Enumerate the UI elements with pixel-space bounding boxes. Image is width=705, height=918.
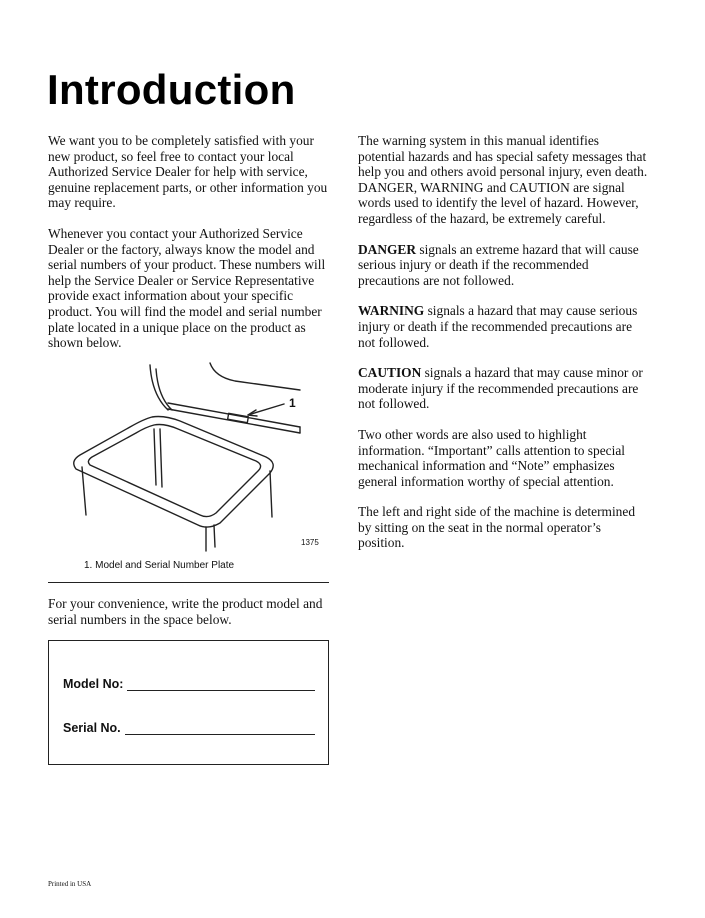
warning-term: WARNING	[358, 303, 425, 319]
warning-paragraph	[358, 303, 648, 350]
sides-paragraph: The left and right side of the machine is determined by sitting on the seat in the normal operator’s position.	[358, 504, 636, 551]
danger-text: signals an extreme hazard that will cause serious injury or death if the recommended precautions are not followed.	[358, 241, 639, 288]
intro-paragraph: We want you to be completely satisfied with your new product, so feel free to contact your local Authorized Service Dealer for help with service, genuine replacement parts, or other information you may require.	[48, 133, 328, 211]
printed-in-footer: Printed in USA	[48, 880, 92, 888]
serial-number-field[interactable]	[125, 722, 315, 735]
model-number-field[interactable]	[127, 678, 315, 691]
serial-number-row	[63, 721, 315, 735]
other-words-paragraph: Two other words are also used to highlight information. “Important” calls attention to special mechanical information and “Note” emphasizes general information worthy of special attention.	[358, 426, 625, 489]
danger-paragraph	[358, 242, 648, 289]
convenience-text: For your convenience, write the product model and serial numbers in the space below.	[48, 596, 323, 627]
danger-term: DANGER	[358, 241, 417, 257]
model-number-row	[63, 677, 315, 691]
caution-paragraph	[358, 365, 648, 412]
serial-number-label: Serial No.	[63, 721, 121, 735]
model-number-label: Model No:	[63, 677, 124, 691]
page-title: Introduction	[47, 66, 296, 113]
figure-caption: 1. Model and Serial Number Plate	[84, 560, 235, 571]
model-serial-form	[48, 640, 329, 765]
figure-number: 1375	[301, 538, 319, 547]
divider	[48, 582, 329, 583]
caution-term: CAUTION	[358, 365, 422, 381]
serial-info-paragraph: Whenever you contact your Authorized Service Dealer or the factory, always know the model and serial numbers of your product. These numbers will help the Service Dealer or Service Representative provide exact information about your specific product. You will find the model and serial number plate located in a unique place on the product as shown below.	[48, 225, 326, 351]
figure-callout: 1	[289, 396, 296, 410]
serial-plate-illustration	[60, 355, 330, 555]
right-column	[358, 133, 648, 566]
left-column	[48, 133, 333, 366]
warning-text: signals a hazard that may cause serious injury or death if the recommended precautions are not followed.	[358, 303, 638, 350]
warning-system-paragraph: The warning system in this manual identifies potential hazards and has special safety messages that help you and others avoid personal injury, even death. DANGER, WARNING and CAUTION are signal words used to identify the level of hazard. However, regardless of the hazard, be extremely careful.	[358, 133, 648, 226]
caution-text: signals a hazard that may cause minor or moderate injury if the recommended precautions are not followed.	[358, 365, 643, 412]
